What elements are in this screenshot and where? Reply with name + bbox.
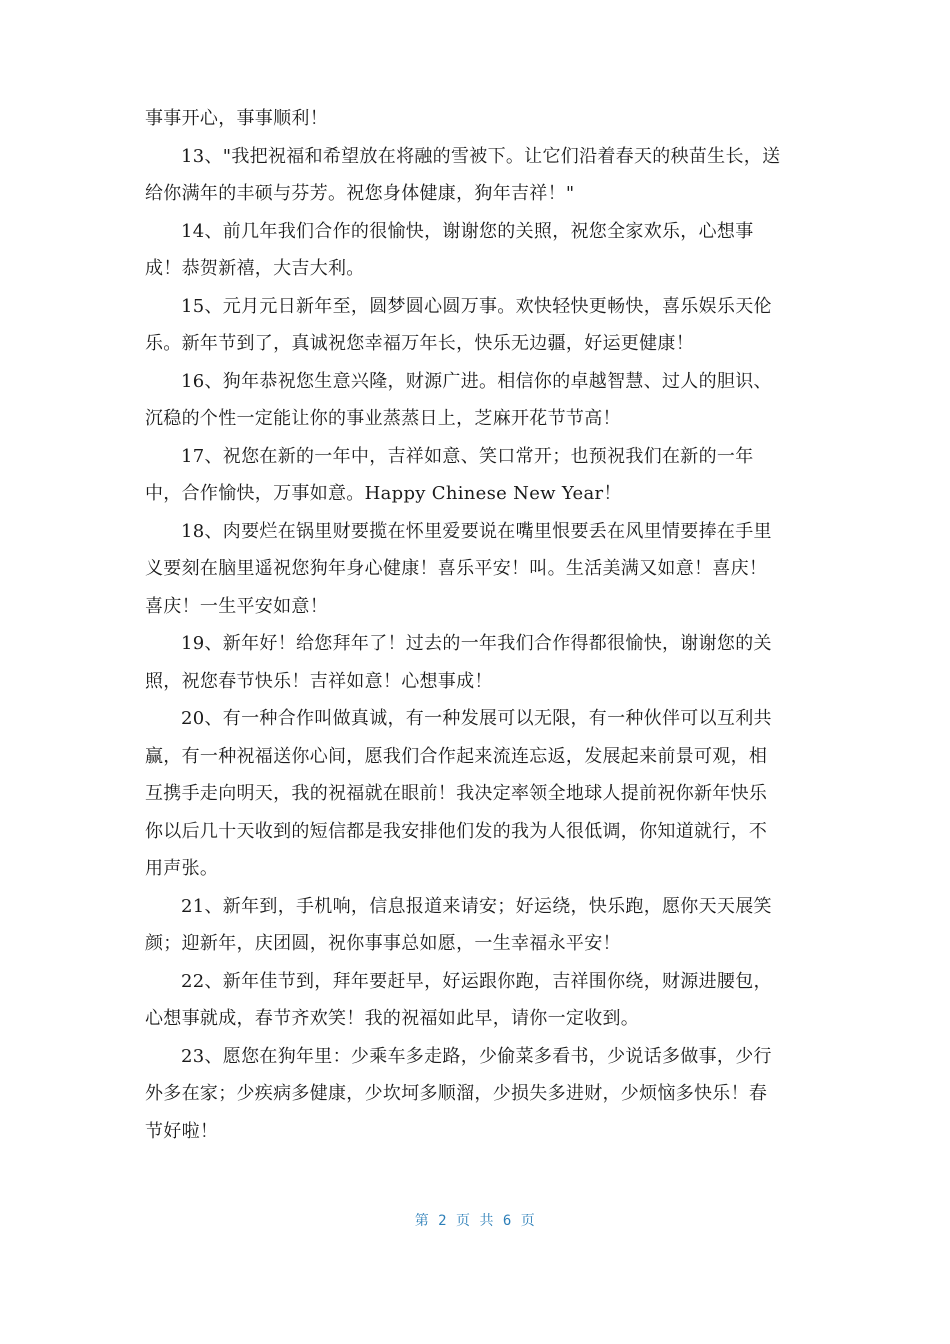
text-line: 沉稳的个性一定能让你的事业蒸蒸日上，芝麻开花节节高！ (145, 408, 621, 429)
page-number-label: 第 2 页 共 6 页 (414, 1213, 536, 1229)
text-line: 节好啦！ (145, 1120, 219, 1142)
text-line: 成！恭贺新禧，大吉大利。 (145, 258, 365, 279)
text-line: 22、新年佳节到，拜年要赶早，好运跟你跑，吉祥围你绕，财源进腰包， (181, 970, 772, 992)
document-body (145, 100, 805, 1150)
text-line: 21、新年到，手机响，信息报道来请安；好运绕，快乐跑，愿你天天展笑 (181, 895, 772, 917)
text-line: 14、前几年我们合作的很愉快，谢谢您的关照，祝您全家欢乐，心想事 (181, 220, 754, 242)
text-line: 15、元月元日新年至，圆梦圆心圆万事。欢快轻快更畅快，喜乐娱乐天伦 (181, 295, 772, 317)
text-line: 19、新年好！给您拜年了！过去的一年我们合作得都很愉快，谢谢您的关 (181, 633, 772, 654)
text-line: 义要刻在脑里遥祝您狗年身心健康！喜乐平安！叫。生活美满又如意！喜庆！ (145, 558, 768, 579)
text-line: 乐。新年节到了，真诚祝您幸福万年长，快乐无边疆，好运更健康！ (145, 333, 694, 354)
text-line: 事事开心，事事顺利！ (145, 108, 328, 129)
text-line: 颜；迎新年，庆团圆，祝你事事总如愿，一生幸福永平安！ (145, 933, 621, 954)
text-line: 给你满年的丰硕与芬芳。祝您身体健康，狗年吉祥！" (145, 183, 575, 204)
text-line: 13、"我把祝福和希望放在将融的雪被下。让它们沿着春天的秧苗生长，送 (181, 145, 781, 167)
text-line: 23、愿您在狗年里：少乘车多走路，少偷菜多看书，少说话多做事，少行 (181, 1045, 772, 1067)
text-line: 你以后几十天收到的短信都是我安排他们发的我为人很低调，你知道就行，不 (145, 820, 768, 842)
text-line: 外多在家；少疾病多健康，少坎坷多顺溜，少损失多进财，少烦恼多快乐！春 (145, 1083, 768, 1104)
text-line: 20、有一种合作叫做真诚，有一种发展可以无限，有一种伙伴可以互利共 (181, 708, 772, 729)
text-line: 18、肉要烂在锅里财要揽在怀里爱要说在嘴里恨要丢在风里情要捧在手里 (181, 520, 772, 542)
text-line: 心想事就成，春节齐欢笑！我的祝福如此早，请你一定收到。 (145, 1008, 640, 1029)
text-line: 照，祝您春节快乐！吉祥如意！心想事成！ (145, 670, 493, 692)
text-line: 互携手走向明天，我的祝福就在眼前！我决定率领全地球人提前祝你新年快乐 (145, 783, 768, 804)
text-line: 喜庆！一生平安如意！ (145, 595, 328, 617)
text-line: 中，合作愉快，万事如意。Happy Chinese New Year！ (145, 483, 622, 504)
text-line: 17、祝您在新的一年中，吉祥如意、笑口常开；也预祝我们在新的一年 (181, 445, 754, 467)
page-number-footer (0, 1210, 950, 1230)
text-line: 赢，有一种祝福送你心间，愿我们合作起来流连忘返，发展起来前景可观，相 (145, 745, 768, 767)
text-line: 16、狗年恭祝您生意兴隆，财源广进。相信你的卓越智慧、过人的胆识、 (181, 370, 772, 392)
text-line: 用声张。 (145, 858, 219, 879)
